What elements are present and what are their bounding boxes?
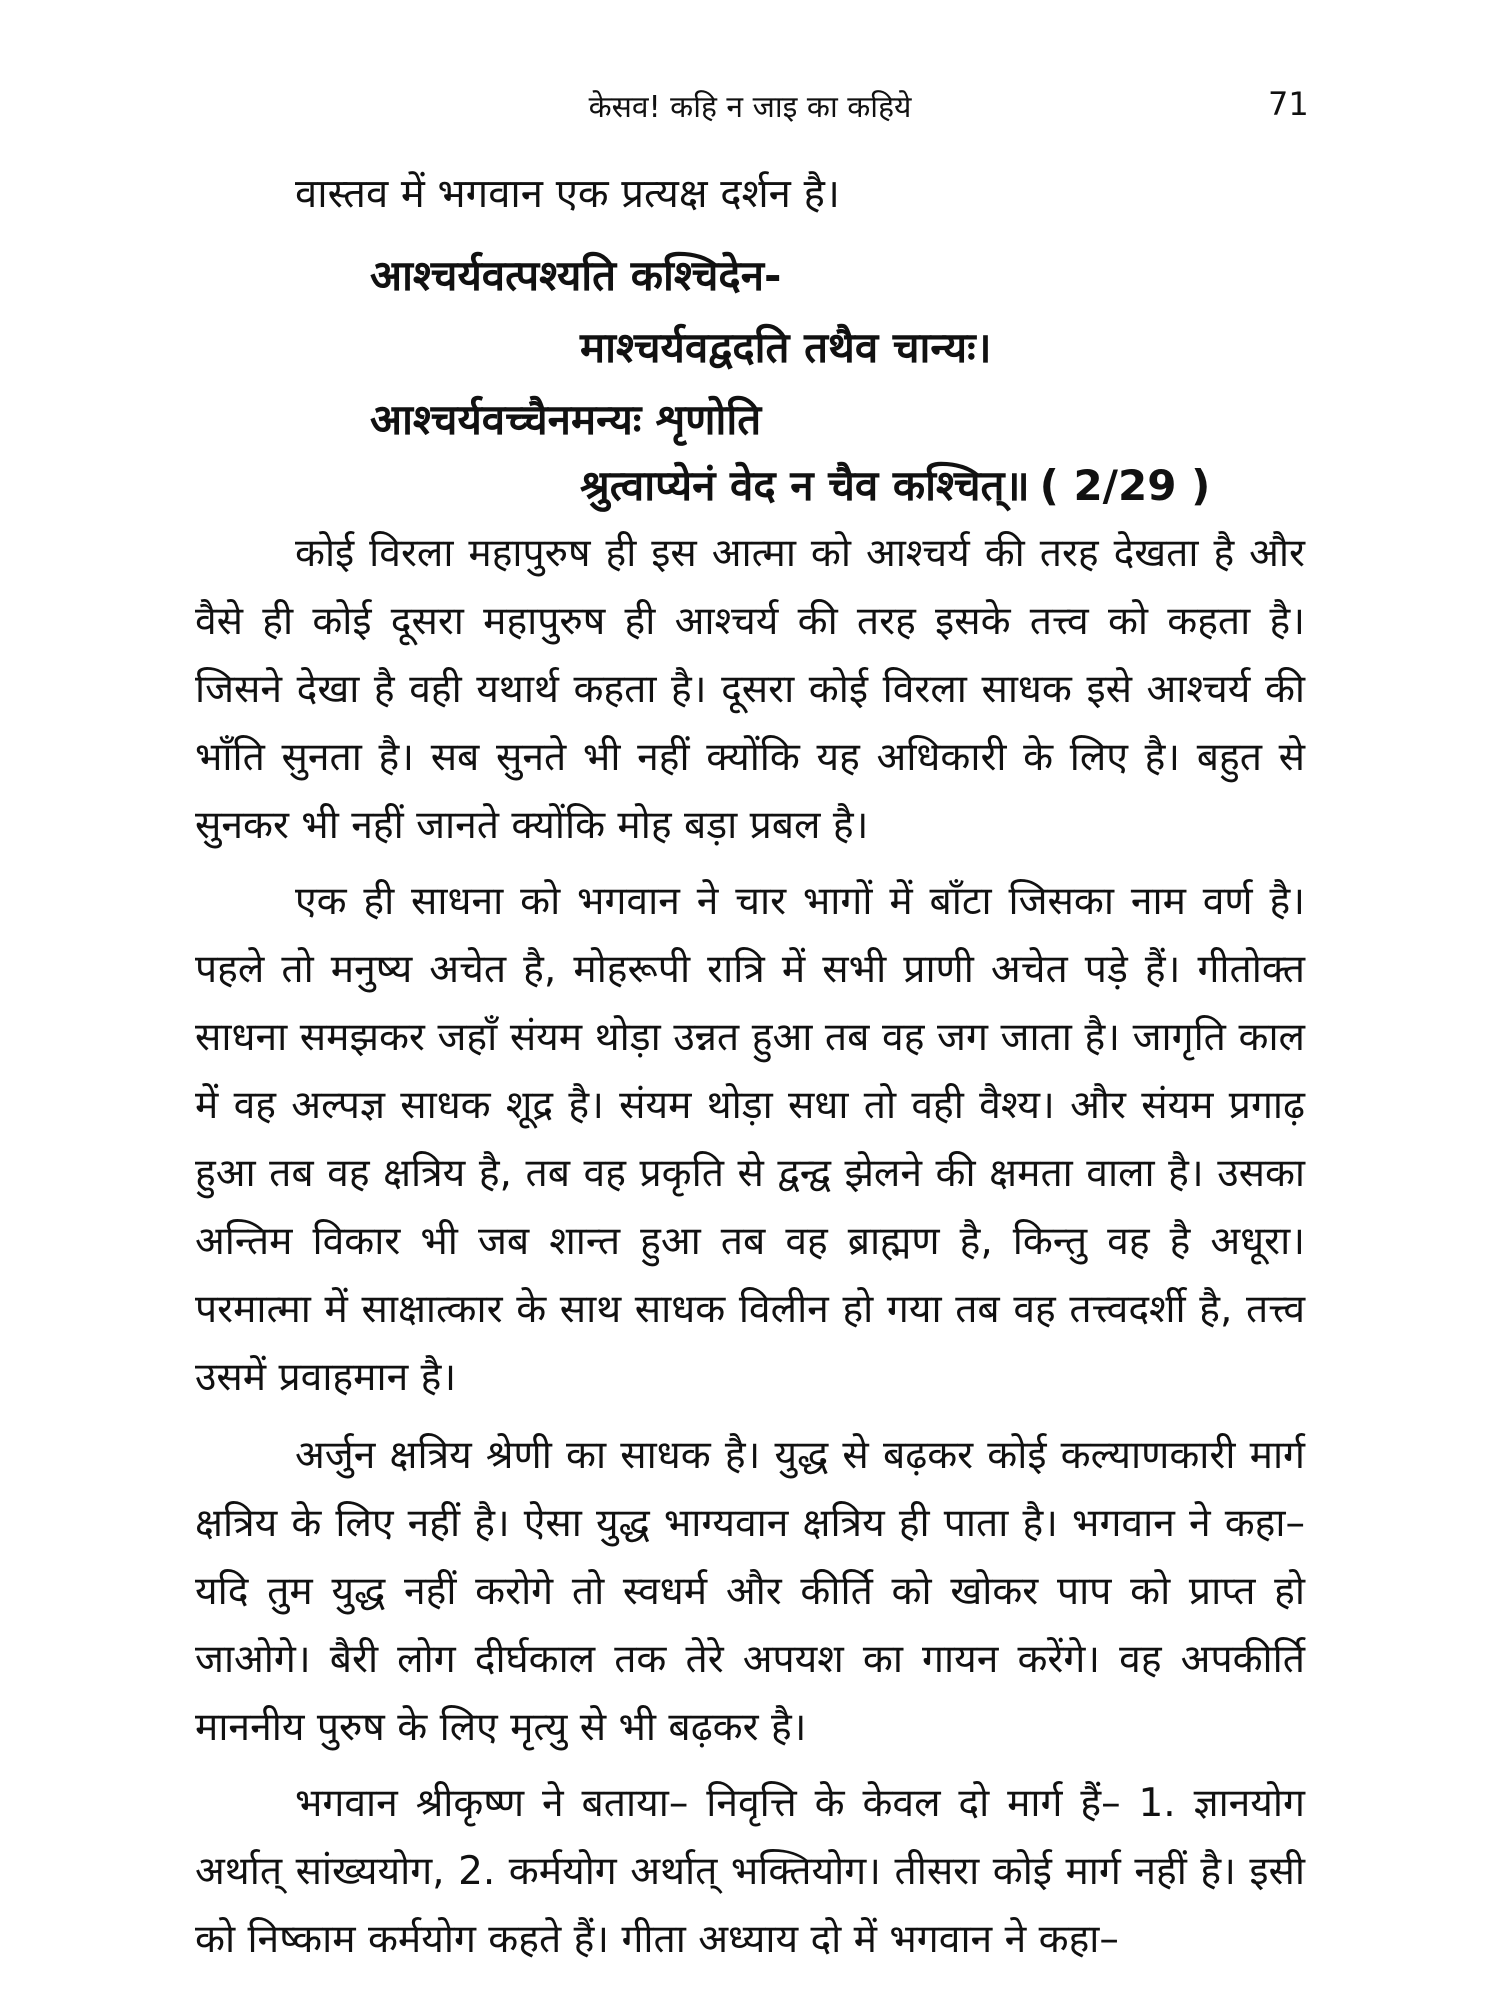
verse-line-4-text: श्रुत्वाप्येनं वेद न चैव कश्चित्॥ bbox=[580, 461, 1030, 510]
running-header: केसव! कहि न जाइ का कहिये bbox=[588, 90, 912, 125]
paragraph: कोई विरला महापुरुष ही इस आत्मा को आश्चर्य की तरह देखता है और वैसे ही कोई दूसरा महापुरुष ही आश्चर्य की तरह इसके तत्त्व को कहता है। जिसने देखा है वही यथार्थ कहता है। दूसरा कोई विरला साधक इसे आश्चर्य की भाँति सुनता है। सब सुनते भी नहीं क्योंकि यह अधिकारी के लिए है। बहुत से सुनकर भी नहीं जानते क्योंकि मोह बड़ा प्रबल है। bbox=[195, 531, 1305, 848]
verse-reference: ( 2/29 ) bbox=[1039, 461, 1211, 510]
paragraph: एक ही साधना को भगवान ने चार भागों में बाँटा जिसका नाम वर्ण है। पहले तो मनुष्य अचेत है, मोहरूपी रात्रि में सभी प्राणी अचेत पड़े हैं। गीतोक्त साधना समझकर जहाँ संयम थोड़ा उन्नत हुआ तब वह जग जाता है। जागृति काल में वह अल्पज्ञ साधक शूद्र है। संयम थोड़ा सधा तो वही वैश्य। और संयम प्रगाढ़ हुआ तब वह क्षत्रिय है, तब वह प्रकृति से द्वन्द्व झेलने की क्षमता वाला है। उसका अन्तिम विकार भी जब शान्त हुआ तब वह ब्राह्मण है, किन्तु वह है अधूरा। परमात्मा में साक्षात्कार के साथ साधक विलीन हो गया तब वह तत्त्वदर्शी है, तत्त्व उसमें प्रवाहमान है। bbox=[195, 879, 1305, 1400]
page-number: 71 bbox=[1268, 85, 1309, 123]
verse-line-3: आश्चर्यवच्चैनमन्यः शृणोति bbox=[370, 395, 762, 444]
verse-line-4 bbox=[580, 456, 1210, 516]
verse-line-1: आश्चर्यवत्पश्यति कश्चिदेन- bbox=[370, 251, 782, 300]
verse-line-2: माश्चर्यवद्वदति तथैव चान्यः। bbox=[580, 323, 992, 372]
paragraph: अर्जुन क्षत्रिय श्रेणी का साधक है। युद्ध से बढ़कर कोई कल्याणकारी मार्ग क्षत्रिय के लिए नहीं है। ऐसा युद्ध भाग्यवान क्षत्रिय ही पाता है। भगवान ने कहा– यदि तुम युद्ध नहीं करोगे तो स्वधर्म और कीर्ति को खोकर पाप को प्राप्त हो जाओगे। बैरी लोग दीर्घकाल तक तेरे अपयश का गायन करेंगे। वह अपकीर्ति माननीय पुरुष के लिए मृत्यु से भी बढ़कर है। bbox=[195, 1433, 1305, 1750]
intro-line: वास्तव में भगवान एक प्रत्यक्ष दर्शन है। bbox=[295, 171, 840, 217]
paragraph: भगवान श्रीकृष्ण ने बताया– निवृत्ति के केवल दो मार्ग हैं– 1. ज्ञानयोग अर्थात् सांख्ययोग, 2. कर्मयोग अर्थात् भक्तियोग। तीसरा कोई मार्ग नहीं है। इसी को निष्काम कर्मयोग कहते हैं। गीता अध्याय दो में भगवान ने कहा– bbox=[195, 1781, 1305, 1962]
